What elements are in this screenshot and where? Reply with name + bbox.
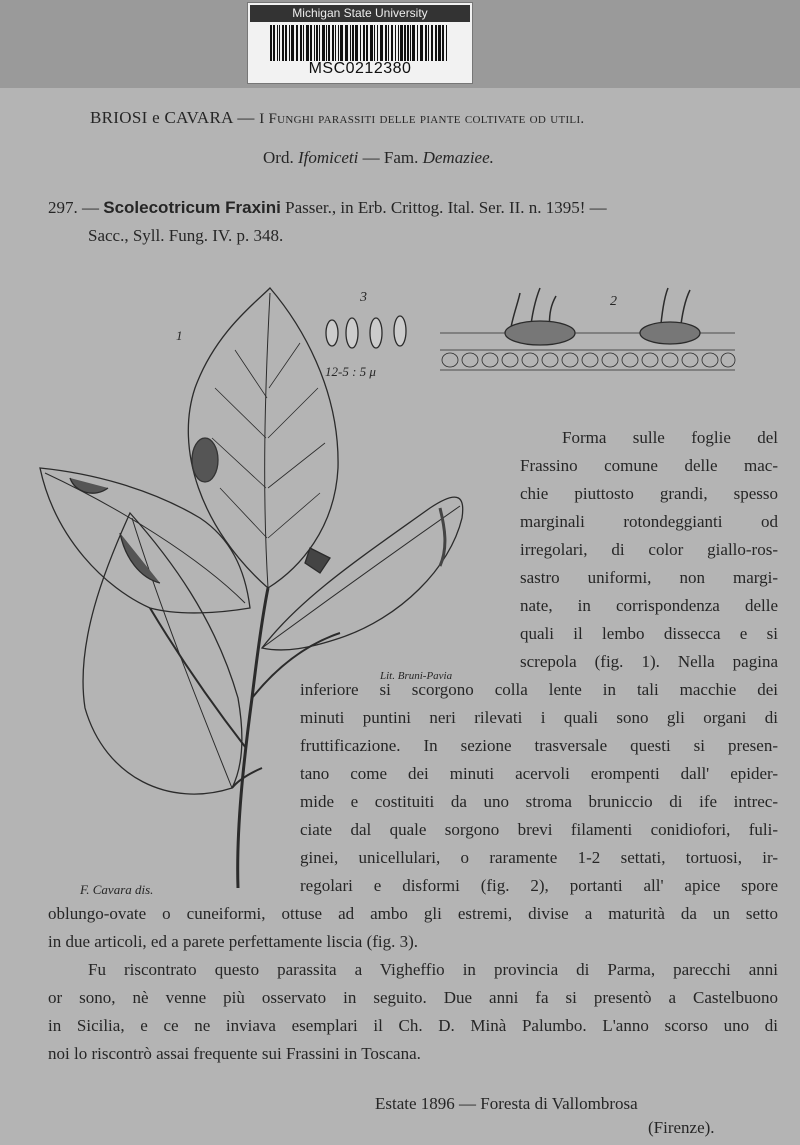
series-header: BRIOSI e CAVARA — I Funghi parassiti delle piante coltivate od utili. <box>90 108 585 127</box>
taxonomy-line: Ord. Ifomiceti — Fam. Demaziee. <box>263 148 494 167</box>
barcode-bar <box>289 25 290 61</box>
barcode-bar <box>296 25 298 61</box>
barcode-bar <box>352 25 354 61</box>
barcode-bar <box>345 25 348 61</box>
barcode-bar <box>279 25 280 61</box>
spore <box>394 316 406 346</box>
barcode-bar <box>340 25 343 61</box>
lithographer-credit: Lit. Bruni-Pavia <box>380 670 453 682</box>
barcode-bar <box>428 25 429 61</box>
barcode-bar <box>322 25 325 61</box>
barcode-bar <box>316 25 318 61</box>
barcode-bar <box>303 25 304 61</box>
barcode-bar <box>338 25 339 61</box>
spore <box>346 318 358 348</box>
leaf-top <box>188 288 338 588</box>
barcode-bar <box>435 25 437 61</box>
spore-size: 12-5 : 5 μ <box>325 364 376 379</box>
barcode-bar <box>282 25 284 61</box>
barcode-bar <box>370 25 373 61</box>
barcode-bar <box>404 25 406 61</box>
barcode-bar <box>395 25 396 61</box>
barcode-bar <box>391 25 393 61</box>
barcode-bar <box>363 25 365 61</box>
barcode-bar <box>380 25 383 61</box>
authors: BRIOSI e CAVARA <box>90 108 233 127</box>
lesion-spot <box>192 438 218 482</box>
spore <box>326 320 338 346</box>
barcode-bar <box>398 25 399 61</box>
barcode-bar <box>285 25 287 61</box>
barcode-bar <box>425 25 427 61</box>
order-name: Ifomiceti <box>297 148 359 167</box>
botanical-plate <box>0 88 800 1145</box>
barcode-bar <box>420 25 423 61</box>
collection-region: (Firenze). <box>648 1118 715 1137</box>
spore <box>370 318 382 348</box>
barcode-bar <box>438 25 441 61</box>
species-name: Scolecotricum Fraxini <box>103 198 281 217</box>
barcode-bar <box>407 25 409 61</box>
barcode <box>270 25 450 61</box>
barcode-bar <box>360 25 361 61</box>
barcode-bar <box>410 25 411 61</box>
barcode-bar <box>332 25 334 61</box>
barcode-label <box>247 2 473 84</box>
fig2-label: 2 <box>610 294 617 309</box>
barcode-bar <box>306 25 309 61</box>
barcode-bar <box>417 25 418 61</box>
leaf-left-upper <box>40 468 250 613</box>
leaf-right <box>262 497 463 650</box>
barcode-bar <box>319 25 320 61</box>
citation: Passer., in Erb. Crittog. Ital. Ser. II. n. 1395! — <box>285 198 607 217</box>
barcode-bar <box>355 25 358 61</box>
entry-line-2: Sacc., Syll. Fung. IV. p. 348. <box>88 226 284 245</box>
institution-name: Michigan State University <box>250 5 470 22</box>
family-name: Demaziee. <box>422 148 494 167</box>
barcode-bar <box>314 25 315 61</box>
barcode-bar <box>270 25 272 61</box>
barcode-bar <box>300 25 302 61</box>
barcode-bar <box>273 25 275 61</box>
barcode-bar <box>442 25 444 61</box>
barcode-bar <box>377 25 378 61</box>
collection-locality: Estate 1896 — Foresta di Vallombrosa <box>375 1094 638 1113</box>
fig3-label: 3 <box>360 290 367 305</box>
barcode-bar <box>350 25 351 61</box>
barcode-bar <box>310 25 312 61</box>
barcode-bar <box>374 25 375 61</box>
barcode-bar <box>328 25 330 61</box>
description-full-1: oblungo-ovate o cuneiformi, ottuse ad ambo gli estremi, divise a maturità da un setto <box>48 904 778 923</box>
barcode-bar <box>366 25 368 61</box>
catalog-number: MSC0212380 <box>308 60 412 77</box>
fig1-label: 1 <box>176 328 183 343</box>
barcode-bar <box>412 25 415 61</box>
barcode-bar <box>388 25 389 61</box>
barcode-bar <box>385 25 387 61</box>
entry-number: 297. — <box>48 198 99 217</box>
barcode-bar <box>446 25 447 61</box>
herbarium-sheet: BRIOSI e CAVARA — I Funghi parassiti delle piante coltivate od utili. Ord. Ifomiceti — Fam. Demaziee. 297. — Scolecotricum Fraxini Passer., in Erb. Crittog. Ital. Ser. II. n. 1395! — Sacc., Syll. Fung. IV. p. 348. 1 2 3 12-5 : 5 μ Lit. Bruni-Pavia F. Cavara dis. Forma sulle foglie del Frassino comune delle mac- chie piuttosto grandi, spesso marginali rotondeggianti od irregolari, di color giallo-ros- sastro uniformi, non margi- nate, in corrispondenza delle quali il lembo dissecca e si screpola (fig. 1). Nella pagina inferiore si scorgono colla lente in tali macchie dei minuti puntini neri rilevati i quali sono gli organi di fruttificazione. In sezione trasversale questi si presen- tano come dei minuti acervoli erompenti dall' epider- mide e costituiti da uno stroma bruniccio di ife intrec- ciate dal quale sorgono brevi filamenti conidiofori, fuli- ginei, unicellulari, o raramente 1-2 settati, tortuosi, ir- regolari e disformi (fig. 2), portanti all' apice spore oblungo-ovate o cuneiformi, ottuse ad ambo gli estremi, divise a maturità da un setto in due articoli, ed a parete perfettamente liscia (fig. 3). Fu riscontrato questo parassita a Vigheffio in provincia di Parma, parecchi anni or sono, nè venne più osservato in seguito. Due anni fa si presentò a Castelbuono in Sicilia, e ce ne inviava esemplari il Ch. D. Minà Palumbo. L'anno scorso uno di noi lo riscontrò assai frequente sui Frassini in Toscana. Estate 1896 — Foresta di Vallombrosa (Firenze). <box>0 88 800 1145</box>
series-title: I Funghi parassiti delle piante coltivate od utili. <box>259 111 585 127</box>
barcode-bar <box>335 25 336 61</box>
barcode-bar <box>277 25 278 61</box>
barcode-bar <box>326 25 327 61</box>
barcode-bar <box>400 25 403 61</box>
artist-credit: F. Cavara dis. <box>80 882 154 897</box>
barcode-bar <box>291 25 294 61</box>
barcode-bar <box>431 25 433 61</box>
description-full-2: in due articoli, ed a parete perfettamente liscia (fig. 3). <box>48 932 419 951</box>
